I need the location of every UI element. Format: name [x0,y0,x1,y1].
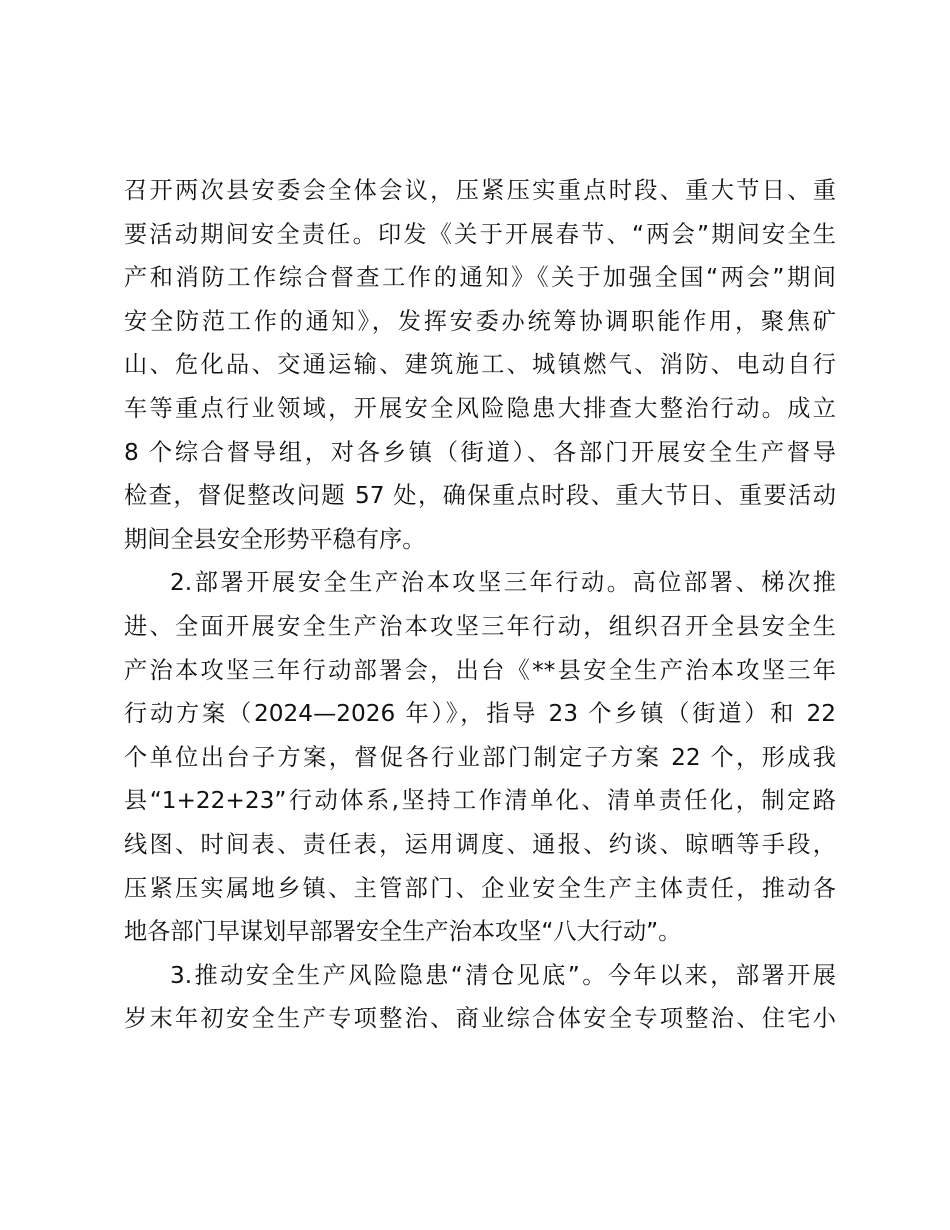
paragraph-2-line-2: 进、全面开展安全生产治本攻坚三年行动，组织召开全县安全生 [124,612,836,640]
paragraph-1-line-1: 召开两次县安委会全体会议，压紧压实重点时段、重大节日、重 [124,177,836,204]
paragraph-1-line-6: 车等重点行业领域，开展安全风险隐患大排查大整治行动。成立 [124,394,836,422]
paragraph-2-line-9: 地各部门早谋划早部署安全生产治本攻坚“八大行动”。 [124,918,682,946]
paragraph-2-line-6: 县“1+22+23”行动体系,坚持工作清单化、清单责任化，制定路 [124,787,836,815]
paragraph-1-line-4: 安全防范工作的通知》，发挥安委办统筹协调职能作用，聚焦矿 [124,307,836,335]
paragraph-3-line-2: 岁末年初安全生产专项整治、商业综合体安全专项整治、住宅小 [124,1005,836,1033]
paragraph-1-line-8: 检查，督促整改问题 57 处，确保重点时段、重大节日、重要活动 [124,482,836,510]
paragraph-1-line-9: 期间全县安全形势平稳有序。 [124,525,426,553]
paragraph-1-line-5: 山、危化品、交通运输、建筑施工、城镇燃气、消防、电动自行 [124,351,836,379]
paragraph-1-line-3: 产和消防工作综合督查工作的通知》《关于加强全国“两会”期间 [124,264,836,292]
paragraph-2-line-1: 2.部署开展安全生产治本攻坚三年行动。高位部署、梯次推 [170,569,836,597]
body-text [124,169,836,1041]
paragraph-2-line-8: 压紧压实属地乡镇、主管部门、企业安全生产主体责任，推动各 [124,874,836,902]
paragraph-2-line-3: 产治本攻坚三年行动部署会，出台《**县安全生产治本攻坚三年 [124,656,836,684]
paragraph-3-line-1: 3.推动安全生产风险隐患“清仓见底”。今年以来，部署开展 [170,961,836,989]
paragraph-2-line-4: 行动方案（2024—2026 年）》，指导 23 个乡镇（街道）和 22 [124,700,836,728]
paragraph-2-line-5: 个单位出台子方案，督促各行业部门制定子方案 22 个，形成我 [124,743,836,771]
paragraph-1-line-2: 要活动期间安全责任。印发《关于开展春节、“两会”期间安全生 [124,220,836,248]
paragraph-1-line-7: 8 个综合督导组，对各乡镇（街道）、各部门开展安全生产督导 [124,438,836,466]
paragraph-2-line-7: 线图、时间表、责任表，运用调度、通报、约谈、晾晒等手段， [124,830,836,858]
